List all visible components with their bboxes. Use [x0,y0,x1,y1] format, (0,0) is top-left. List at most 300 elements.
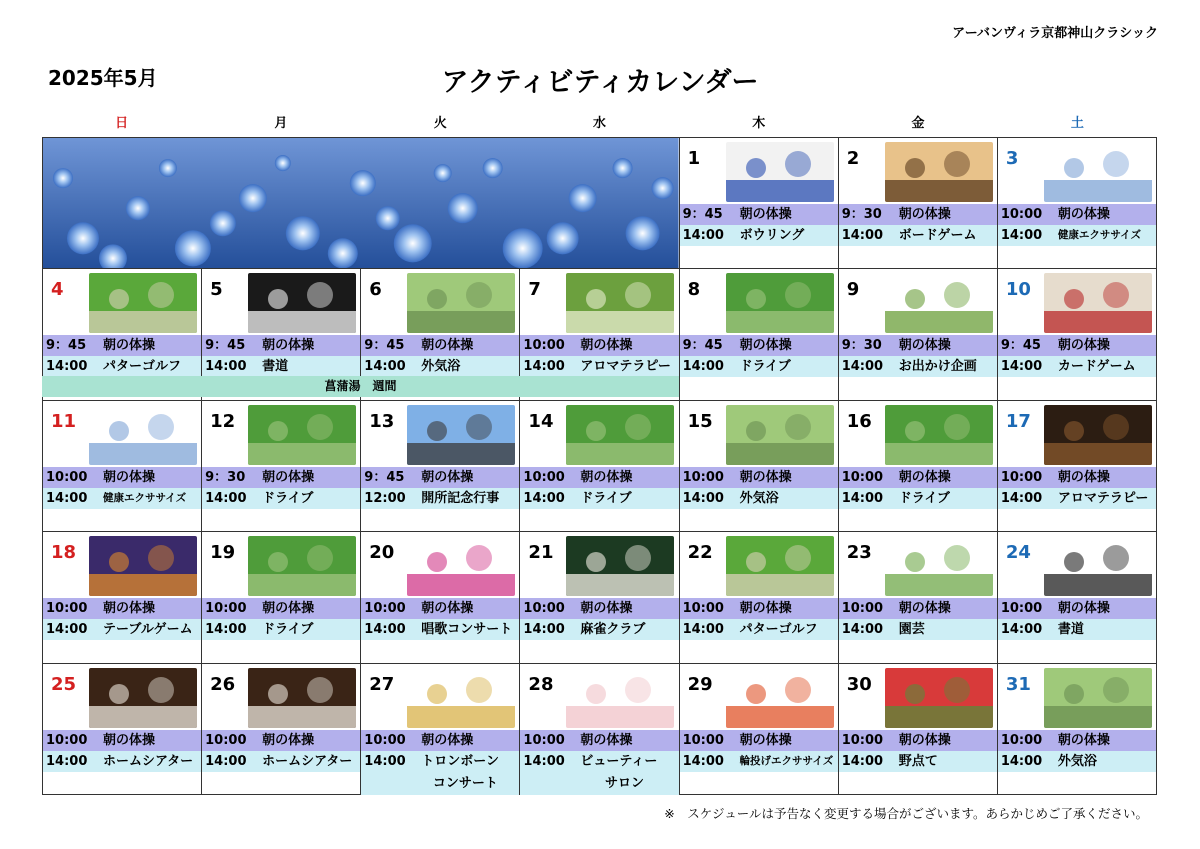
afternoon-activity: アロマテラピー [580,359,671,375]
morning-activity: 朝の体操 [1057,207,1110,222]
flower [350,170,376,196]
day-cell [839,269,998,400]
flower [448,193,478,223]
morning-row [839,335,997,356]
cards-image [1044,273,1152,333]
afternoon-row [202,751,360,772]
afternoon-continuation: サロン [604,775,644,791]
day-number: 4 [51,279,64,301]
calendar-title: アクティビティカレンダー [441,67,759,98]
afternoon-activity: 書道 [1057,622,1084,638]
morning-activity: 朝の体操 [898,207,951,222]
exercise-image [89,405,197,465]
drive-image [885,405,993,465]
day-number: 18 [51,542,77,564]
morning-activity: 朝の体操 [103,732,156,748]
day-number: 3 [1005,148,1019,169]
day-cell [680,269,839,400]
morning-time: 9：45 [1000,338,1041,354]
morning-activity: 朝の体操 [898,338,951,354]
afternoon-row [202,488,360,509]
day-cell [839,664,998,795]
afternoon-row [998,225,1156,246]
morning-activity: 朝の体操 [580,338,633,354]
morning-time: 10:00 [841,732,884,748]
day-number: 20 [369,542,395,564]
morning-time: 10:00 [1000,469,1043,485]
afternoon-activity: ホームシアター [262,753,353,769]
day-number: 23 [846,542,872,564]
day-number: 27 [369,673,395,695]
day-number: 1 [687,148,701,169]
afternoon-time: 14:00 [1000,359,1043,375]
afternoon-activity: ドライブ [262,490,314,506]
afternoon-activity: 外気浴 [1057,753,1097,769]
afternoon-activity: 輪投げエクササイズ [739,754,834,767]
calendar [42,113,1157,795]
day-cell [202,401,361,532]
day-number: 21 [528,542,554,564]
morning-row [361,335,519,356]
morning-row [680,730,838,751]
day-number: 2 [846,148,860,169]
day-number: 25 [51,673,77,695]
morning-time: 10:00 [682,469,724,485]
morning-row [839,204,997,225]
block-game-image [89,536,197,596]
afternoon-activity: 健康エクササイズ [1057,229,1142,241]
day-cell [680,138,839,269]
flower [239,184,267,212]
flower [210,210,236,236]
morning-row [520,730,678,751]
morning-activity: 朝の体操 [580,601,633,617]
afternoon-time: 14:00 [682,753,724,769]
inkstone-image [1044,536,1152,596]
putter-golf-image [726,536,834,596]
day-number: 31 [1005,673,1031,695]
bowling-image [726,142,834,202]
afternoon-row [202,619,360,640]
day-number: 9 [846,279,860,301]
day-number: 11 [51,410,77,432]
morning-row [839,598,997,619]
gardening-image [885,536,993,596]
schedule-note: ※ スケジュールは予告なく変更する場合がございます。あらかじめご了承ください。 [664,806,1148,821]
afternoon-time: 14:00 [1000,622,1043,638]
day-cell [680,532,839,663]
board-game-image [885,142,993,202]
morning-time: 9：45 [682,338,723,354]
drive-image [726,273,834,333]
banner-flower-image [43,138,680,269]
morning-time: 10:00 [841,469,884,485]
morning-row [998,204,1156,225]
afternoon-time: 14:00 [523,359,565,375]
afternoon-activity: ドライブ [739,359,791,375]
afternoon-activity: 外気浴 [421,359,461,375]
afternoon-row [680,619,838,640]
afternoon-row [839,356,997,377]
afternoon-time: 14:00 [682,359,724,375]
aroma-image [566,273,674,333]
afternoon-activity: 園芸 [898,622,925,638]
morning-row [998,598,1156,619]
tea-ceremony-image [885,668,993,728]
afternoon-row [520,619,678,640]
putter-golf-image [89,273,197,333]
morning-activity: 朝の体操 [1057,469,1110,485]
day-number: 24 [1005,542,1031,564]
flower [126,196,150,220]
morning-row [680,467,838,488]
flower [652,177,674,199]
afternoon-row [43,619,201,640]
day-number: 6 [369,279,382,301]
zoo-image [885,273,993,333]
flower [275,155,291,171]
beauty-image [566,668,674,728]
afternoon-time: 14:00 [364,359,406,375]
morning-activity: 朝の体操 [262,469,315,485]
afternoon-time: 14:00 [1000,228,1043,243]
afternoon-row [520,488,678,509]
morning-time: 9：45 [205,338,246,354]
flower [376,206,400,230]
morning-row [520,598,678,619]
flower [394,224,432,262]
afternoon-activity: アロマテラピー [1057,490,1149,506]
afternoon-activity: ビューティー [580,753,658,769]
afternoon-row [998,488,1156,509]
morning-time: 10:00 [682,601,724,617]
flower [328,238,358,268]
weekday-sun: 日 [115,116,129,131]
aroma-bottles-image [1044,405,1152,465]
morning-row [520,335,678,356]
morning-time: 10:00 [364,601,406,617]
morning-activity: 朝の体操 [262,338,315,354]
day-number: 26 [210,673,236,695]
weekday-thu: 木 [752,116,766,131]
afternoon-row [361,488,519,509]
day-cell [839,138,998,269]
day-number: 8 [687,279,701,301]
morning-time: 10:00 [364,732,406,748]
day-cell [43,401,202,532]
day-cell [680,401,839,532]
morning-row [43,598,201,619]
afternoon-row [680,488,838,509]
afternoon-time: 14:00 [364,622,406,638]
day-cell [43,532,202,663]
morning-activity: 朝の体操 [580,732,633,748]
morning-row [998,335,1156,356]
afternoon-time: 14:00 [46,622,88,638]
afternoon-activity: お出かけ企画 [898,359,977,375]
morning-time: 10:00 [46,601,88,617]
morning-time: 10:00 [523,338,565,354]
morning-time: 10:00 [205,601,247,617]
day-number: 13 [369,410,395,432]
building-image [407,405,515,465]
afternoon-row [43,751,201,772]
morning-time: 9：30 [205,469,246,485]
morning-time: 10:00 [46,732,88,748]
afternoon-row [361,619,519,640]
drive-image [248,536,356,596]
theater-image [248,668,356,728]
afternoon-continuation-row [520,772,678,795]
walk-image [407,273,515,333]
morning-row [998,467,1156,488]
morning-row [998,730,1156,751]
day-cell [520,532,679,663]
afternoon-time: 14:00 [205,490,247,506]
afternoon-time: 14:00 [682,228,724,243]
morning-time: 9：45 [364,469,405,485]
morning-row [361,467,519,488]
flower [434,164,452,182]
walk-image [726,405,834,465]
afternoon-continuation: コンサート [432,775,498,791]
day-number: 28 [528,673,554,695]
flower [547,222,579,254]
morning-row [520,467,678,488]
afternoon-time: 14:00 [841,753,884,769]
afternoon-time: 14:00 [523,753,565,769]
morning-time: 10:00 [1000,601,1043,617]
afternoon-activity: トロンボーン [421,753,500,769]
weekday-header [42,113,1157,137]
exercise-image [1044,142,1152,202]
afternoon-time: 14:00 [1000,753,1043,769]
day-number: 19 [210,542,236,564]
afternoon-time: 14:00 [841,359,884,375]
afternoon-row [520,751,678,772]
day-number: 22 [687,542,713,564]
calendar-grid [42,137,1157,795]
weekday-mon: 月 [274,116,288,131]
morning-activity: 朝の体操 [103,338,156,354]
morning-activity: 朝の体操 [580,469,633,485]
morning-time: 9：45 [364,338,405,354]
morning-time: 10:00 [682,732,724,748]
afternoon-activity: ボウリング [739,228,805,243]
afternoon-time: 14:00 [1000,490,1043,506]
afternoon-row [520,356,678,377]
day-cell [361,401,520,532]
week-band: 菖蒲湯 週間 [42,376,679,397]
afternoon-time: 14:00 [841,490,884,506]
afternoon-row [202,356,360,377]
morning-row [43,730,201,751]
afternoon-row [43,488,201,509]
afternoon-row [839,488,997,509]
flower [569,184,597,212]
afternoon-activity: ホームシアター [103,753,194,769]
afternoon-activity: 外気浴 [739,490,779,506]
afternoon-time: 14:00 [523,490,565,506]
afternoon-activity: ドライブ [580,490,632,506]
afternoon-time: 14:00 [682,622,724,638]
afternoon-row [839,619,997,640]
flower [159,159,177,177]
day-cell [43,664,202,795]
morning-activity: 朝の体操 [739,338,792,354]
afternoon-time: 12:00 [364,490,406,506]
afternoon-activity: パターゴルフ [739,622,818,638]
afternoon-activity: ドライブ [898,490,950,506]
morning-row [43,467,201,488]
day-cell [202,664,361,795]
flower [67,222,99,254]
day-number: 30 [846,673,872,695]
afternoon-activity: パターゴルフ [103,359,182,375]
morning-time: 10:00 [1000,732,1043,748]
music-notes-image [407,536,515,596]
day-number: 5 [210,279,223,301]
day-number: 16 [846,410,872,432]
afternoon-activity: 野点て [898,753,938,769]
weekday-tue: 火 [433,116,447,131]
weekday-wed: 水 [592,116,606,131]
facility-name: アーバンヴィラ京都神山クラシック [952,26,1158,41]
afternoon-time: 14:00 [205,359,247,375]
morning-row [202,335,360,356]
afternoon-activity: 健康エクササイズ [103,491,187,504]
day-number: 15 [687,410,713,432]
theater-image [89,668,197,728]
morning-activity: 朝の体操 [421,338,474,354]
morning-activity: 朝の体操 [421,732,474,748]
day-cell [680,664,839,795]
afternoon-activity: 唱歌コンサート [421,622,513,638]
morning-time: 10:00 [841,601,884,617]
afternoon-time: 14:00 [523,622,565,638]
afternoon-time: 14:00 [841,228,884,243]
afternoon-time: 14:00 [46,490,88,506]
morning-row [202,730,360,751]
morning-time: 9：30 [841,207,882,222]
month-label: 2025年5月 [48,66,158,90]
day-cell [998,401,1157,532]
day-number: 17 [1005,410,1031,432]
afternoon-row [998,619,1156,640]
weekday-fri: 金 [911,116,925,131]
flower [483,158,503,178]
afternoon-time: 14:00 [46,359,88,375]
morning-activity: 朝の体操 [898,469,951,485]
day-cell [520,401,679,532]
afternoon-row [680,751,838,772]
afternoon-row [680,225,838,246]
morning-row [202,598,360,619]
morning-activity: 朝の体操 [421,601,474,617]
morning-time: 9：45 [46,338,87,354]
morning-activity: 朝の体操 [421,469,474,485]
morning-row [43,335,201,356]
afternoon-continuation-row [361,772,519,795]
flower [613,158,633,178]
afternoon-time: 14:00 [205,622,247,638]
day-cell [998,138,1157,269]
morning-time: 10:00 [205,732,247,748]
morning-row [680,598,838,619]
day-number: 10 [1005,279,1031,301]
morning-activity: 朝の体操 [262,601,315,617]
day-cell [520,664,679,795]
day-number: 29 [687,673,713,695]
day-cell [839,401,998,532]
afternoon-time: 14:00 [364,753,406,769]
morning-row [680,204,838,225]
afternoon-row [43,356,201,377]
afternoon-activity: カードゲーム [1057,359,1136,375]
afternoon-row [839,225,997,246]
day-number: 7 [528,279,541,301]
morning-row [202,467,360,488]
morning-activity: 朝の体操 [103,601,156,617]
afternoon-activity: 麻雀クラブ [580,622,646,638]
drive-image [566,405,674,465]
flower [626,216,660,250]
morning-activity: 朝の体操 [1057,601,1110,617]
afternoon-row [361,356,519,377]
mahjong-image [566,536,674,596]
morning-time: 10:00 [523,469,565,485]
afternoon-row [839,751,997,772]
morning-activity: 朝の体操 [1057,732,1110,748]
calligraphy-image [248,273,356,333]
afternoon-activity: 開所記念行事 [421,490,500,506]
weekday-sat: 土 [1070,116,1084,131]
day-number: 12 [210,410,236,432]
morning-activity: 朝の体操 [898,732,951,748]
day-cell [361,664,520,795]
morning-row [361,598,519,619]
morning-activity: 朝の体操 [1057,338,1110,354]
day-cell [202,532,361,663]
morning-activity: 朝の体操 [739,601,792,617]
afternoon-row [998,751,1156,772]
morning-activity: 朝の体操 [739,469,792,485]
trombone-image [407,668,515,728]
morning-activity: 朝の体操 [739,732,792,748]
afternoon-row [361,751,519,772]
afternoon-row [680,356,838,377]
morning-time: 9：45 [682,207,723,222]
day-number: 14 [528,410,554,432]
day-cell [361,532,520,663]
flower [53,168,73,188]
afternoon-row [998,356,1156,377]
morning-row [361,730,519,751]
morning-time: 10:00 [46,469,88,485]
day-cell [998,664,1157,795]
morning-activity: 朝の体操 [103,469,156,485]
drive-image [248,405,356,465]
day-cell [998,269,1157,400]
afternoon-activity: ドライブ [262,622,314,638]
walk-image [1044,668,1152,728]
flower [175,230,211,266]
morning-row [839,467,997,488]
morning-time: 10:00 [1000,207,1043,222]
afternoon-activity: 書道 [262,359,289,375]
morning-time: 9：30 [841,338,882,354]
morning-row [839,730,997,751]
